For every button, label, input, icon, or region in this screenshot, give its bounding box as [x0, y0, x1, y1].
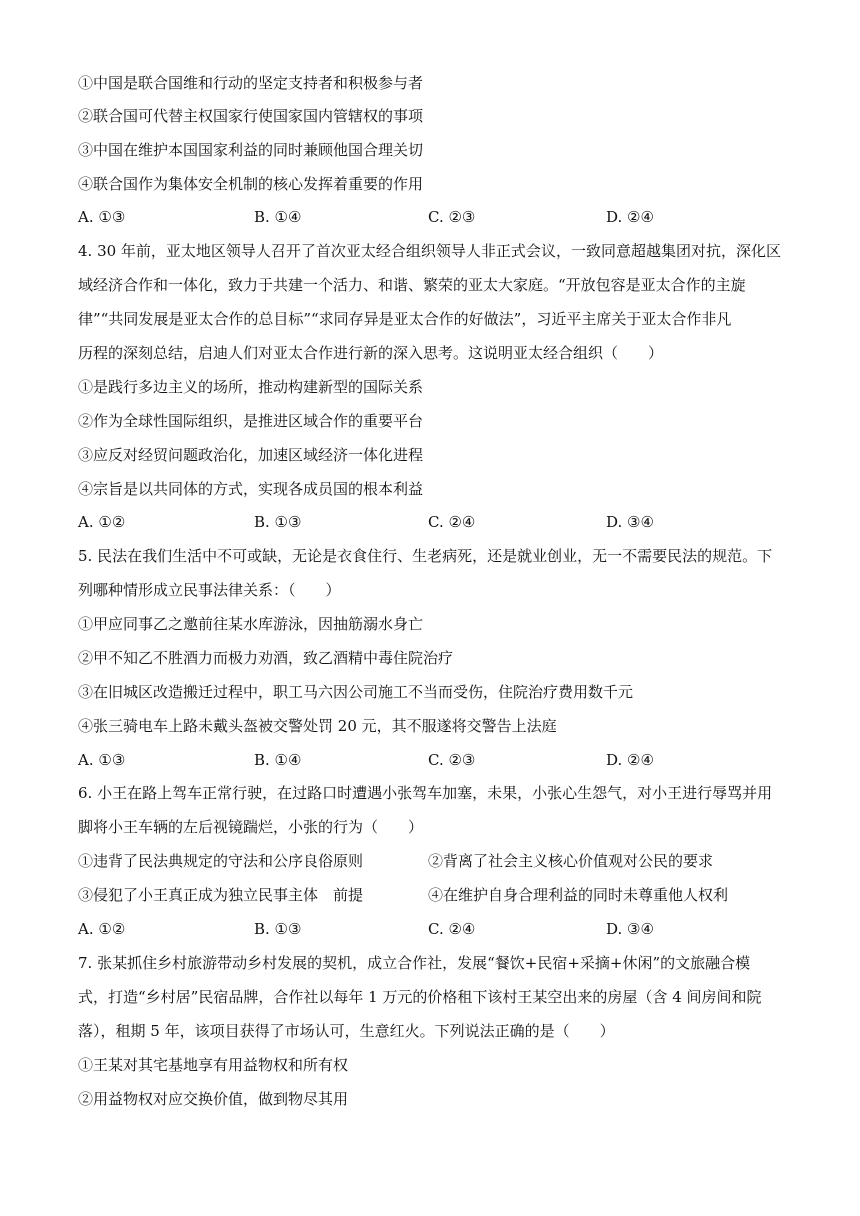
q3-item-4: ④联合国作为集体安全机制的核心发挥着重要的作用 — [78, 175, 424, 193]
q5-item-1: ①甲应同事乙之邀前往某水库游泳，因抽筋溺水身亡 — [78, 615, 424, 633]
q6-stem-line-1: 6. 小王在路上驾车正常行驶，在过路口时遭遇小张驾车加塞，未果，小张心生怨气，对小王进行辱骂并用 — [78, 784, 773, 802]
q6-item-4: ④在维护自身合理利益的同时未尊重他人权利 — [428, 886, 729, 904]
q6-option-a[interactable]: A. ①② — [78, 920, 126, 938]
q6-item-3: ③侵犯了小王真正成为独立民事主体 前提 — [78, 886, 364, 904]
q4-item-4: ④宗旨是以共同体的方式，实现各成员国的根本利益 — [78, 480, 424, 498]
q4-option-d[interactable]: D. ③④ — [606, 513, 654, 531]
q5-stem-line-1: 5. 民法在我们生活中不可或缺，无论是衣食住行、生老病死，还是就业创业，无一不需要民法的规范。下 — [78, 547, 773, 565]
q4-option-a[interactable]: A. ①② — [78, 513, 126, 531]
q6-option-d[interactable]: D. ③④ — [606, 920, 654, 938]
q3-item-1: ①中国是联合国维和行动的坚定支持者和积极参与者 — [78, 74, 424, 92]
q4-option-c[interactable]: C. ②④ — [428, 513, 476, 531]
q4-item-1: ①是践行多边主义的场所，推动构建新型的国际关系 — [78, 378, 424, 396]
q6-stem-line-2: 脚将小王车辆的左后视镜踹烂，小张的行为（ ） — [78, 818, 424, 836]
q4-item-3: ③应反对经贸问题政治化，加速区域经济一体化进程 — [78, 446, 424, 464]
q3-item-2: ②联合国可代替主权国家行使国家国内管辖权的事项 — [78, 107, 424, 125]
q6-item-1: ①违背了民法典规定的守法和公序良俗原则 — [78, 852, 364, 870]
q3-option-a[interactable]: A. ①③ — [78, 208, 126, 226]
q4-stem-line-2: 域经济合作和一体化，致力于共建一个活力、和谐、繁荣的亚太大家庭。“开放包容是亚太合作的主旋 — [78, 276, 746, 294]
q5-item-4: ④张三骑电车上路未戴头盔被交警处罚 20 元，其不服遂将交警告上法庭 — [78, 717, 557, 735]
q4-option-b[interactable]: B. ①③ — [254, 513, 302, 531]
q5-item-2: ②甲不知乙不胜酒力而极力劝酒，致乙酒精中毒住院治疗 — [78, 649, 454, 667]
q6-item-2: ②背离了社会主义核心价值观对公民的要求 — [428, 852, 714, 870]
q3-option-b[interactable]: B. ①④ — [254, 208, 302, 226]
q7-stem-line-3: 落），租期 5 年，该项目获得了市场认可，生意红火。下列说法正确的是（ ） — [78, 1022, 615, 1040]
q7-item-2: ②用益物权对应交换价值，做到物尽其用 — [78, 1090, 349, 1108]
q6-option-c[interactable]: C. ②④ — [428, 920, 476, 938]
q5-item-3: ③在旧城区改造搬迁过程中，职工马六因公司施工不当而受伤，住院治疗费用数千元 — [78, 683, 634, 701]
q4-stem-line-3: 律”“共同发展是亚太合作的总目标”“求同存异是亚太合作的好做法”，习近平主席关于亚太合作非凡 — [78, 310, 732, 328]
q5-option-a[interactable]: A. ①③ — [78, 751, 126, 769]
q5-option-c[interactable]: C. ②③ — [428, 751, 476, 769]
q7-item-1: ①王某对其宅基地享有用益物权和所有权 — [78, 1056, 349, 1074]
q7-stem-line-1: 7. 张某抓住乡村旅游带动乡村发展的契机，成立合作社，发展“餐饮+民宿+采摘+休闲”的文旅融合模 — [78, 954, 751, 972]
q4-item-2: ②作为全球性国际组织，是推进区域合作的重要平台 — [78, 412, 424, 430]
q5-option-d[interactable]: D. ②④ — [606, 751, 654, 769]
q6-option-b[interactable]: B. ①③ — [254, 920, 302, 938]
q4-stem-line-4: 历程的深刻总结，启迪人们对亚太合作进行新的深入思考。这说明亚太经合组织（ ） — [78, 344, 664, 362]
q5-stem-line-2: 列哪种情形成立民事法律关系：（ ） — [78, 581, 341, 599]
q4-stem-line-1: 4. 30 年前，亚太地区领导人召开了首次亚太经合组织领导人非正式会议，一致同意超越集团对抗，深化区 — [78, 242, 781, 260]
q3-option-d[interactable]: D. ②④ — [606, 208, 654, 226]
q3-option-c[interactable]: C. ②③ — [428, 208, 476, 226]
q7-stem-line-2: 式，打造“乡村居”民宿品牌，合作社以每年 1 万元的价格租下该村王某空出来的房屋（含 4 间房间和院 — [78, 988, 762, 1006]
q5-option-b[interactable]: B. ①④ — [254, 751, 302, 769]
q3-item-3: ③中国在维护本国国家利益的同时兼顾他国合理关切 — [78, 141, 424, 159]
